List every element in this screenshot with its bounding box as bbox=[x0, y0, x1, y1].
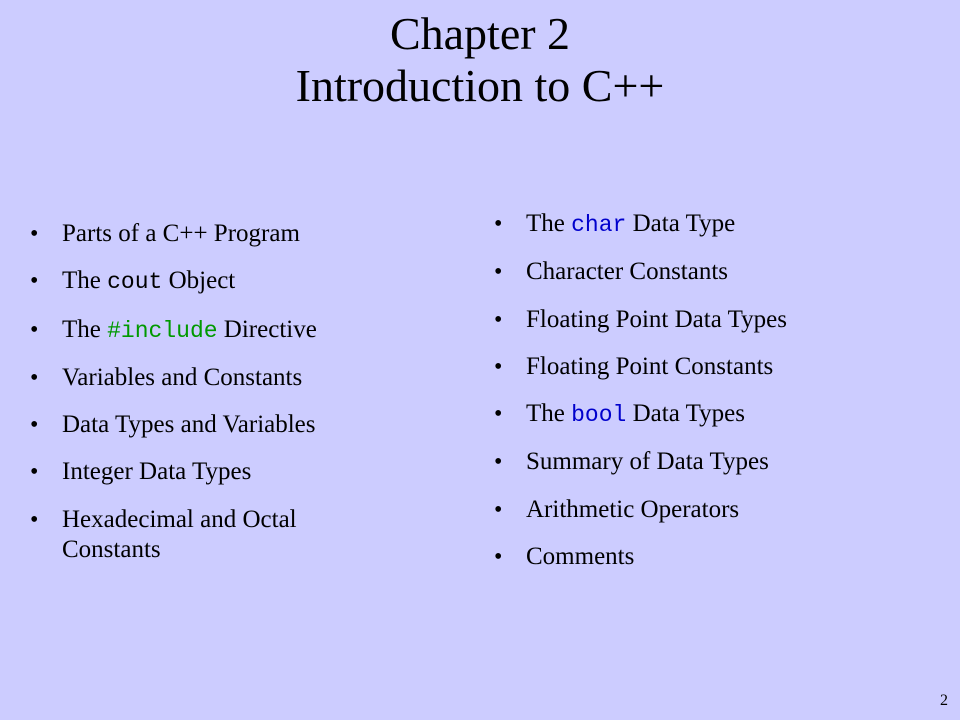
bullet-icon: • bbox=[494, 306, 503, 333]
list-item bbox=[30, 315, 450, 346]
bullet-icon: • bbox=[30, 268, 39, 295]
right-bullet-list bbox=[494, 209, 934, 589]
item-text: Variables and Constants bbox=[62, 363, 303, 391]
bullet-icon: • bbox=[30, 316, 39, 343]
bullet-icon: • bbox=[30, 221, 39, 247]
bullet-icon: • bbox=[494, 496, 503, 523]
item-text: Parts of a C++ Program bbox=[62, 220, 300, 247]
list-item bbox=[494, 305, 934, 335]
code-term: char bbox=[571, 212, 627, 238]
item-text: Data Types and Variables bbox=[62, 411, 316, 439]
bullet-icon: • bbox=[494, 211, 503, 237]
list-item bbox=[494, 495, 934, 525]
bullet-icon: • bbox=[494, 259, 503, 286]
bullet-icon: • bbox=[494, 401, 503, 428]
list-item bbox=[30, 219, 450, 249]
item-text: Arithmetic Operators bbox=[526, 495, 740, 523]
slide-number: 2 bbox=[940, 692, 948, 709]
item-text: The bbox=[62, 267, 108, 295]
list-item bbox=[494, 209, 934, 240]
bullet-icon: • bbox=[30, 364, 39, 391]
item-text: Summary of Data Types bbox=[526, 448, 769, 476]
code-term: bool bbox=[571, 402, 627, 429]
list-item bbox=[30, 505, 392, 565]
list-item bbox=[30, 363, 450, 393]
list-item bbox=[30, 457, 450, 487]
bullet-icon: • bbox=[30, 412, 39, 439]
list-item bbox=[30, 266, 450, 297]
list-item bbox=[494, 352, 934, 382]
list-item bbox=[494, 542, 934, 572]
item-text: Object bbox=[162, 267, 236, 295]
item-text: The bbox=[526, 210, 572, 237]
list-item bbox=[30, 410, 450, 440]
item-text: Data Types bbox=[626, 400, 745, 428]
slide-title bbox=[0, 8, 960, 112]
title-line-2: Introduction to C++ bbox=[295, 60, 665, 111]
bullet-icon: • bbox=[494, 544, 503, 571]
item-text: The bbox=[526, 400, 572, 428]
title-line-1: Chapter 2 bbox=[389, 8, 571, 59]
item-text: Floating Point Constants bbox=[526, 352, 774, 380]
item-text: Directive bbox=[217, 315, 317, 343]
code-term: cout bbox=[107, 269, 163, 296]
code-term: #include bbox=[107, 317, 218, 344]
item-text: Data Type bbox=[626, 210, 736, 237]
item-text: The bbox=[62, 315, 108, 343]
list-item bbox=[494, 399, 934, 430]
left-bullet-list bbox=[30, 219, 450, 582]
bullet-icon: • bbox=[494, 449, 503, 476]
bullet-icon: • bbox=[30, 506, 39, 533]
item-text: Integer Data Types bbox=[62, 458, 252, 486]
bullet-icon: • bbox=[30, 459, 39, 486]
item-text: Comments bbox=[526, 543, 635, 571]
item-text: Floating Point Data Types bbox=[526, 305, 787, 333]
item-text: Hexadecimal and Octal Constants bbox=[62, 505, 297, 563]
item-text: Character Constants bbox=[526, 258, 729, 286]
list-item bbox=[494, 257, 934, 287]
list-item bbox=[494, 447, 934, 477]
bullet-icon: • bbox=[494, 353, 503, 380]
